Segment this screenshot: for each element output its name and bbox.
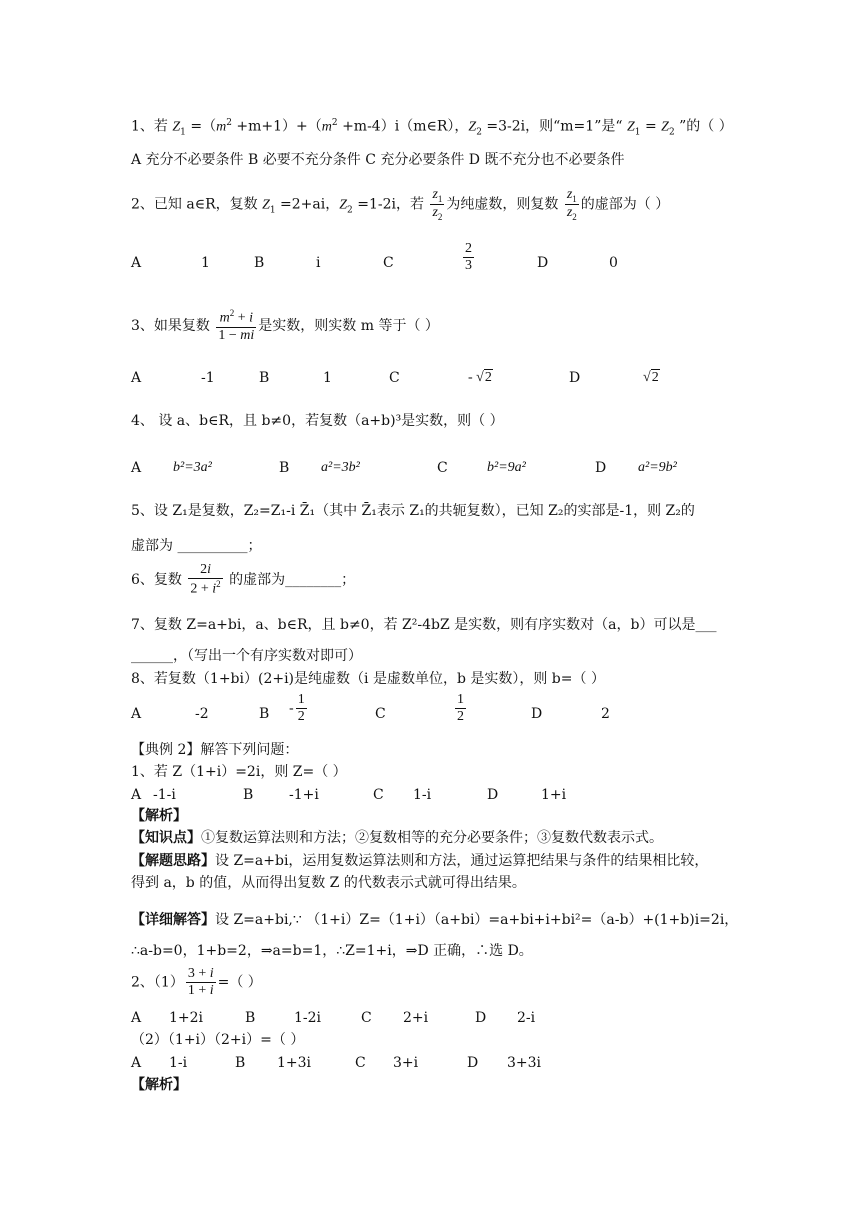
- question-1: 1、若 $Z_1 =(m^2 +m+1)+(m^2$ +m-4）i（m∈R），$Z_2 =3-2i$，则“m=1”是“ $Z_1 = Z_2$ ”的（ ）: [131, 118, 733, 138]
- option-value: 1-2i: [294, 1010, 322, 1026]
- option-label: B: [254, 255, 265, 271]
- option-label: D: [467, 1055, 479, 1071]
- option-label: D: [569, 370, 581, 386]
- approach-label: 【解题思路】: [131, 853, 215, 869]
- question-7-continued: ______，（写出一个有序实数对即可）: [131, 648, 362, 664]
- example-2-heading: 【典例 2】解答下列问题：: [131, 742, 299, 758]
- option-value-fraction: $\frac{2}{3}$: [465, 241, 472, 274]
- option-value-sqrt: - √2: [468, 370, 492, 385]
- option-value-sqrt: √2: [643, 370, 659, 385]
- option-label: C: [361, 1010, 372, 1026]
- example-2-problem-2: 2、（1） $\frac{3 + i}{1 + i}$ =（ ）: [131, 966, 262, 999]
- option-value: b²=9a²: [487, 460, 526, 475]
- question-5-continued: 虚部为 __________；: [131, 538, 262, 554]
- option-label: D: [537, 255, 549, 271]
- question-7: 7、复数 Z=a+bi，a、b∈R，且 b≠0，若 Z²-4bZ 是实数，则有序实数对（a，b）可以是___: [131, 617, 717, 633]
- option-value: -1-i: [153, 787, 176, 803]
- option-label: B: [259, 706, 270, 722]
- option-value: 1+3i: [277, 1055, 312, 1071]
- option-label: A: [131, 460, 142, 476]
- approach: [131, 853, 708, 870]
- question-8: 8、若复数（1+bi）(2+i)是纯虚数（i 是虚数单位，b 是实数），则 b=（ ）: [131, 671, 605, 687]
- option-label: A: [131, 1010, 142, 1026]
- option-value-fraction: - $\frac{1}{2}$: [289, 692, 305, 725]
- option-label: A: [131, 706, 142, 722]
- option-value: i: [316, 255, 321, 271]
- option-value: -2: [195, 706, 209, 722]
- example-2-problem-3: （2）（1+i）（2+i）=（ ）: [131, 1032, 305, 1048]
- option-value: a²=3b²: [321, 460, 360, 475]
- option-label: D: [531, 706, 543, 722]
- option-value: 2: [601, 706, 610, 722]
- question-4: 4、 设 a、b∈R，且 b≠0，若复数（a+b)³是实数，则（ ）: [131, 413, 504, 429]
- option-value: 1-i: [169, 1055, 188, 1071]
- question-2: 2、已知 a∈R，复数 $Z_1 =2+ai$，$Z_2 =1-2i$，若 $\frac{z_1}{z_2}$ 为纯虚数，则复数 $\frac{z_1}{z_2}$ 的虚部为（ ）: [131, 187, 670, 222]
- option-label: C: [355, 1055, 366, 1071]
- question-5: 5、设 Z₁是复数，Z₂=Z₁-i Z̄₁（其中 Z̄₁表示 Z₁的共轭复数），已知 Z₂的实部是-1，则 Z₂的: [131, 503, 695, 519]
- analysis-heading: 【解析】: [131, 808, 187, 824]
- option-value: 1-i: [413, 787, 432, 803]
- option-value: 1: [323, 370, 332, 386]
- option-value: b²=3a²: [173, 460, 212, 475]
- option-value: 2+i: [403, 1010, 429, 1026]
- option-label: C: [437, 460, 448, 476]
- option-value-fraction: $\frac{1}{2}$: [457, 692, 464, 725]
- detailed-solution-continued: ∴a-b=0，1+b=2，⇒a=b=1，∴Z=1+i，⇒D 正确，∴选 D。: [131, 943, 533, 959]
- approach-text: 设 Z=a+bi，运用复数运算法则和方法，通过运算把结果与条件的结果相比较，: [215, 853, 709, 869]
- option-label: B: [235, 1055, 246, 1071]
- option-label: C: [389, 370, 400, 386]
- option-label: B: [243, 787, 254, 803]
- detail-text: 设 Z=a+bi,∵ （1+i）Z=（1+i）（a+bi）=a+bi+i+bi²=（a-b）+(1+b)i=2i，: [215, 912, 739, 928]
- option-label: D: [487, 787, 499, 803]
- option-label: C: [373, 787, 384, 803]
- option-label: D: [475, 1010, 487, 1026]
- option-value: 1: [201, 255, 210, 271]
- detail-label: 【详细解答】: [131, 912, 215, 928]
- option-value: a²=9b²: [638, 460, 677, 475]
- option-value: -1: [201, 370, 215, 386]
- option-value: 2-i: [517, 1010, 536, 1026]
- knowledge-points: [131, 830, 663, 847]
- option-label: A: [131, 370, 142, 386]
- option-value: 3+3i: [507, 1055, 542, 1071]
- question-3: 3、如果复数 $\frac{m^2 + i}{1 - mi}$ 是实数，则实数 m 等于（ ）: [131, 308, 439, 343]
- knowledge-text: ①复数运算法则和方法；②复数相等的充分必要条件；③复数代数表示式。: [201, 830, 663, 846]
- detailed-solution: [131, 912, 738, 929]
- question-1-options: A 充分不必要条件 B 必要不充分条件 C 充分必要条件 D 既不充分也不必要条件: [131, 152, 625, 168]
- knowledge-label: 【知识点】: [131, 830, 201, 846]
- option-label: C: [375, 706, 386, 722]
- option-label: A: [131, 1055, 142, 1071]
- option-value: 1+2i: [169, 1010, 204, 1026]
- question-6: 6、复数 $\frac{2i}{2 + i^2}$ 的虚部为________；: [131, 562, 356, 597]
- example-2-problem-1: 1、若 Z（1+i）=2i，则 Z=（ ）: [131, 764, 347, 780]
- option-label: A: [131, 255, 142, 271]
- option-value: -1+i: [289, 787, 319, 803]
- analysis-heading-2: 【解析】: [131, 1077, 187, 1093]
- option-label: A: [131, 787, 142, 803]
- option-label: D: [595, 460, 607, 476]
- option-label: C: [383, 255, 394, 271]
- option-label: B: [259, 370, 270, 386]
- approach-continued: 得到 a，b 的值，从而得出复数 Z 的代数表示式就可得出结果。: [131, 875, 526, 891]
- option-value: 1+i: [541, 787, 567, 803]
- option-label: B: [279, 460, 290, 476]
- option-value: 0: [609, 255, 618, 271]
- option-value: 3+i: [393, 1055, 419, 1071]
- option-label: B: [245, 1010, 256, 1026]
